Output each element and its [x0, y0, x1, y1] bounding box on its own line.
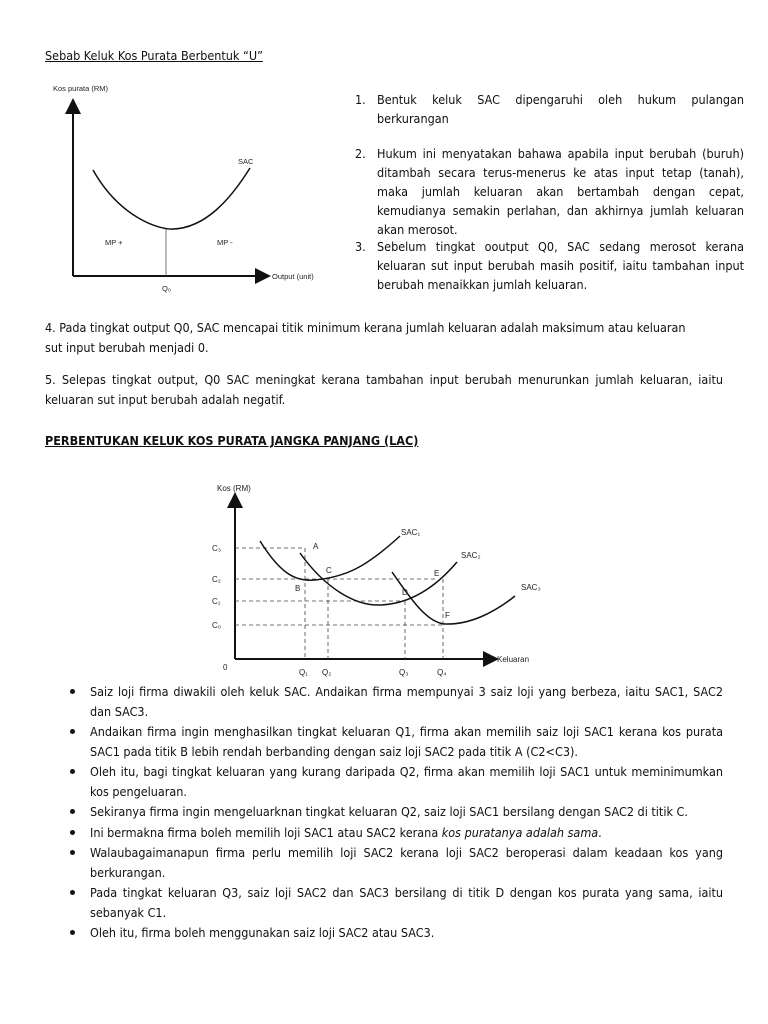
list-item: Walaubagaimanapun firma perlu memilih loji SAC2 kerana loji SAC2 beroperasi dalam keadaan kos yang berkurangan. — [65, 843, 723, 882]
sac3-curve — [392, 572, 515, 624]
list-item: Oleh itu, bagi tingkat keluaran yang kurang daripada Q2, firma akan memilih loji SAC1 untuk meminimumkan kos pengeluaran. — [65, 762, 723, 801]
y-tick-c1: C₁ — [212, 597, 221, 606]
reason-text: Sebelum tingkat ooutput Q0, SAC sedang merosot kerana keluaran sut input berubah masih positif, iaitu tambahan input berubah menaikkan jumlah keluaran. — [377, 239, 744, 292]
fig2-origin: 0 — [223, 663, 228, 672]
mp-negative-label: MP - — [217, 238, 233, 247]
reason-item: 1. Bentuk keluk SAC dipengaruhi oleh hukum pulangan berkurangan — [355, 92, 744, 126]
point-f-label: F — [445, 611, 450, 620]
fig2-guide-lines — [235, 548, 443, 659]
x-tick-q4: Q₄ — [437, 668, 447, 677]
point-c-label: C — [326, 566, 332, 575]
y-tick-c3: C₃ — [212, 544, 222, 553]
list-item: Ini bermakna firma boleh memilih loji SAC1 atau SAC2 kerana kos puratanya adalah sama. — [65, 823, 723, 843]
section-heading-lac: PERBENTUKAN KELUK KOS PURATA JANGKA PANJANG (LAC) — [45, 433, 419, 448]
fig2-x-axis-label: Keluaran — [497, 655, 530, 664]
point-b-label: B — [295, 584, 301, 593]
fig1-y-axis-label: Kos purata (RM) — [53, 84, 109, 93]
reason-text: Hukum ini menyatakan bahawa apabila input berubah (buruh) ditambah secara terus-menerus ke atas input tetap (tanah), maka jumlah keluaran akan bertambah dengan cepat, kemudianya semakin perlahan, dan akhirnya jumlah keluaran akan merosot. — [377, 146, 744, 237]
reason-item: 2. Hukum ini menyatakan bahawa apabila input berubah (buruh) ditambah secara terus-menerus ke atas input tetap (tanah), maka jumlah keluaran akan bertambah dengan cepat, kemudianya semakin perlahan, dan akhirnya jumlah keluaran akan merosot. — [355, 146, 744, 237]
sac-u-shape-figure — [45, 78, 335, 298]
list-item: Andaikan firma ingin menghasilkan tingkat keluaran Q1, firma akan memilih saiz loji SAC1 kerana kos purata SAC1 pada titik B lebih rendah berbanding dengan saiz loji SAC2 pada titik A (C2<C3). — [65, 722, 723, 761]
list-item: Sekiranya firma ingin mengeluarknan tingkat keluaran Q2, saiz loji SAC1 bersilang dengan SAC2 di titik C. — [65, 802, 723, 822]
reason-text: Bentuk keluk SAC dipengaruhi oleh hukum pulangan berkurangan — [377, 92, 744, 126]
list-item: Pada tingkat keluaran Q3, saiz loji SAC2 dan SAC3 bersilang di titik D dengan kos purata yang sama, iaitu sebanyak C1. — [65, 883, 723, 922]
q0-tick-label: Q₀ — [162, 284, 171, 293]
italic-emphasis: kos puratanya adalah sama — [441, 824, 599, 840]
mp-positive-label: MP + — [105, 238, 123, 247]
x-tick-q2: Q₂ — [322, 668, 332, 677]
sac-curve-label: SAC — [238, 157, 254, 166]
lac-formation-figure — [205, 478, 565, 678]
list-item: Saiz loji firma diwakili oleh keluk SAC. Andaikan firma mempunyai 3 saiz loji yang berbeza, iaitu SAC1, SAC2 dan SAC3. — [65, 682, 723, 721]
x-tick-q3: Q₃ — [399, 668, 409, 677]
x-tick-q1: Q₁ — [299, 668, 308, 677]
sac1-label: SAC₁ — [401, 528, 421, 537]
list-item: Oleh itu, firma boleh menggunakan saiz loji SAC2 atau SAC3. — [65, 923, 723, 943]
point-a-label: A — [313, 542, 319, 551]
paragraph-4: 4. Pada tingkat output Q0, SAC mencapai titik minimum kerana jumlah keluaran adalah maksimum atau keluaran sut input berubah menjadi 0. — [45, 320, 686, 355]
fig1-x-axis-label: Output (unit) — [272, 272, 314, 281]
sac3-label: SAC₃ — [521, 583, 541, 592]
point-e-label: E — [434, 569, 440, 578]
sac-curve — [93, 168, 250, 229]
paragraph-5: 5. Selepas tingkat output, Q0 SAC meningkat kerana tambahan input berubah menurunkan jumlah keluaran, iaitu keluaran sut input berubah adalah negatif. — [45, 372, 723, 407]
u-shape-reasons-list — [355, 90, 744, 294]
fig2-y-axis-label: Kos (RM) — [217, 484, 251, 493]
section-heading-sac: Sebab Keluk Kos Purata Berbentuk “U” — [45, 48, 263, 63]
y-tick-c2: C₂ — [212, 575, 221, 584]
sac2-label: SAC₂ — [461, 551, 481, 560]
y-tick-c0: C₀ — [212, 621, 222, 630]
reason-item: 3. Sebelum tingkat ooutput Q0, SAC sedang merosot kerana keluaran sut input berubah masih positif, iaitu tambahan input berubah menaikkan jumlah keluaran. — [355, 239, 744, 292]
point-d-label: D — [402, 588, 408, 597]
lac-explanation-list — [65, 682, 723, 944]
